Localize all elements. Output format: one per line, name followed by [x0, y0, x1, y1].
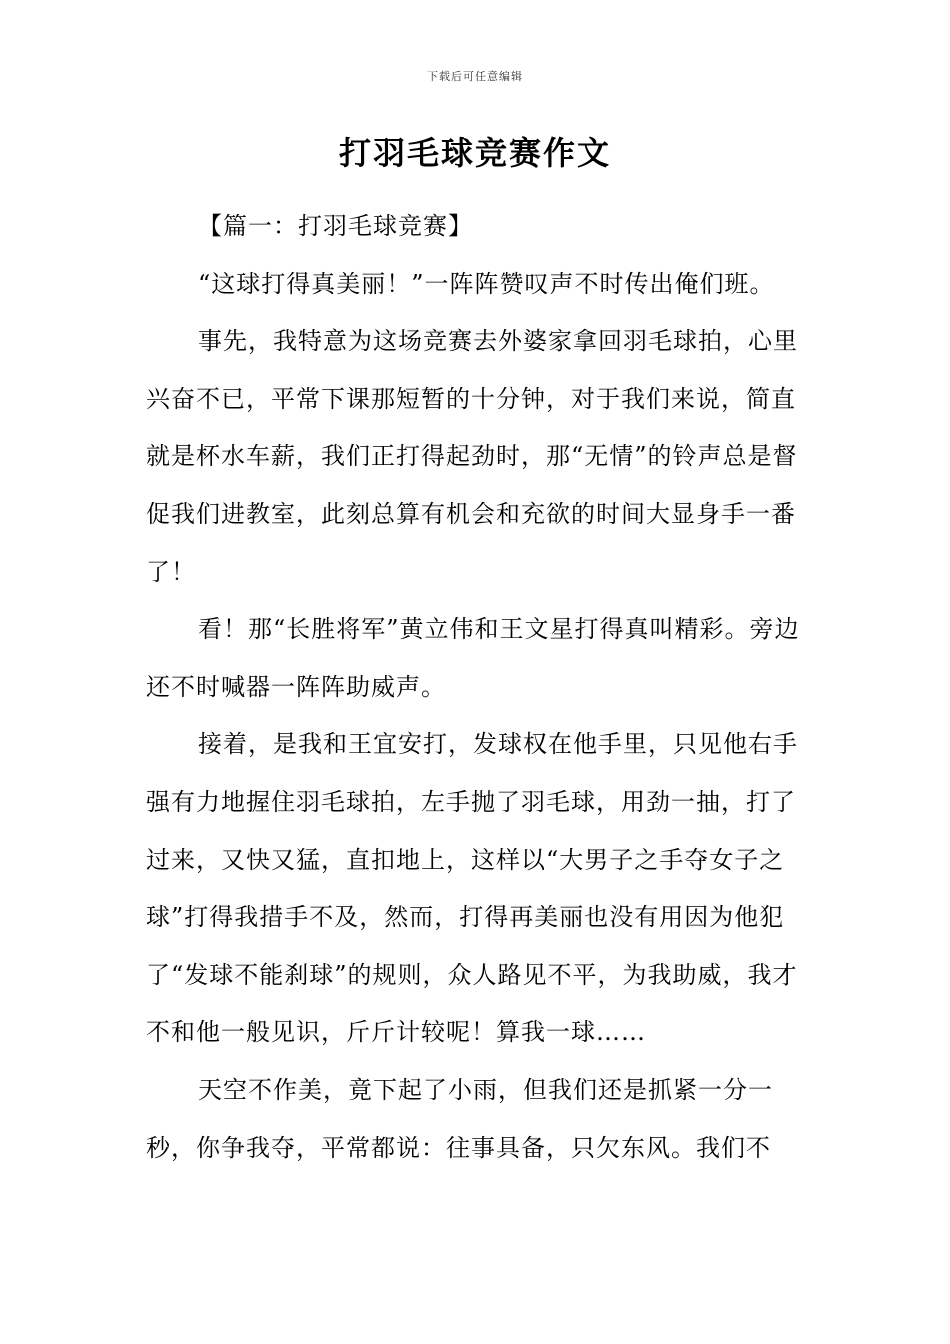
paragraph: 接着，是我和王宜安打，发球权在他手里，只见他右手强有力地握住羽毛球拍，左手抛了羽毛球，用劲一抽，打了过来，又快又猛，直扣地上，这样以“大男子之手夺女子之球”打得我措手不及，然而，打得再美丽也没有用因为他犯了“发球不能刹球”的规则，众人路见不平，为我助威，我才不和他一般见识，斤斤计较呢！算我一球…… — [146, 730, 798, 1047]
header-note: 下载后可任意编辑 — [427, 70, 523, 83]
paragraph: 天空不作美，竟下起了小雨，但我们还是抓紧一分一秒，你争我夺，平常都说：往事具备，只欠东风。我们不 — [146, 1075, 773, 1162]
paragraph: 事先，我特意为这场竞赛去外婆家拿回羽毛球拍，心里兴奋不已，平常下课那短暂的十分钟，对于我们来说，简直就是杯水车薪，我们正打得起劲时，那“无情”的铃声总是督促我们进教室，此刻总算有机会和充欲的时间大显身手一番了！ — [146, 327, 798, 586]
paragraph: “这球打得真美丽！”一阵阵赞叹声不时传出俺们班。 — [198, 269, 775, 298]
document-title: 打羽毛球竞赛作文 — [338, 134, 611, 172]
document-body — [146, 198, 808, 1177]
section-heading: 【篇一：打羽毛球竞赛】 — [198, 212, 473, 240]
paragraph: 看！那“长胜将军”黄立伟和王文星打得真叫精彩。旁边还不时喊器一阵阵助威声。 — [146, 615, 800, 701]
